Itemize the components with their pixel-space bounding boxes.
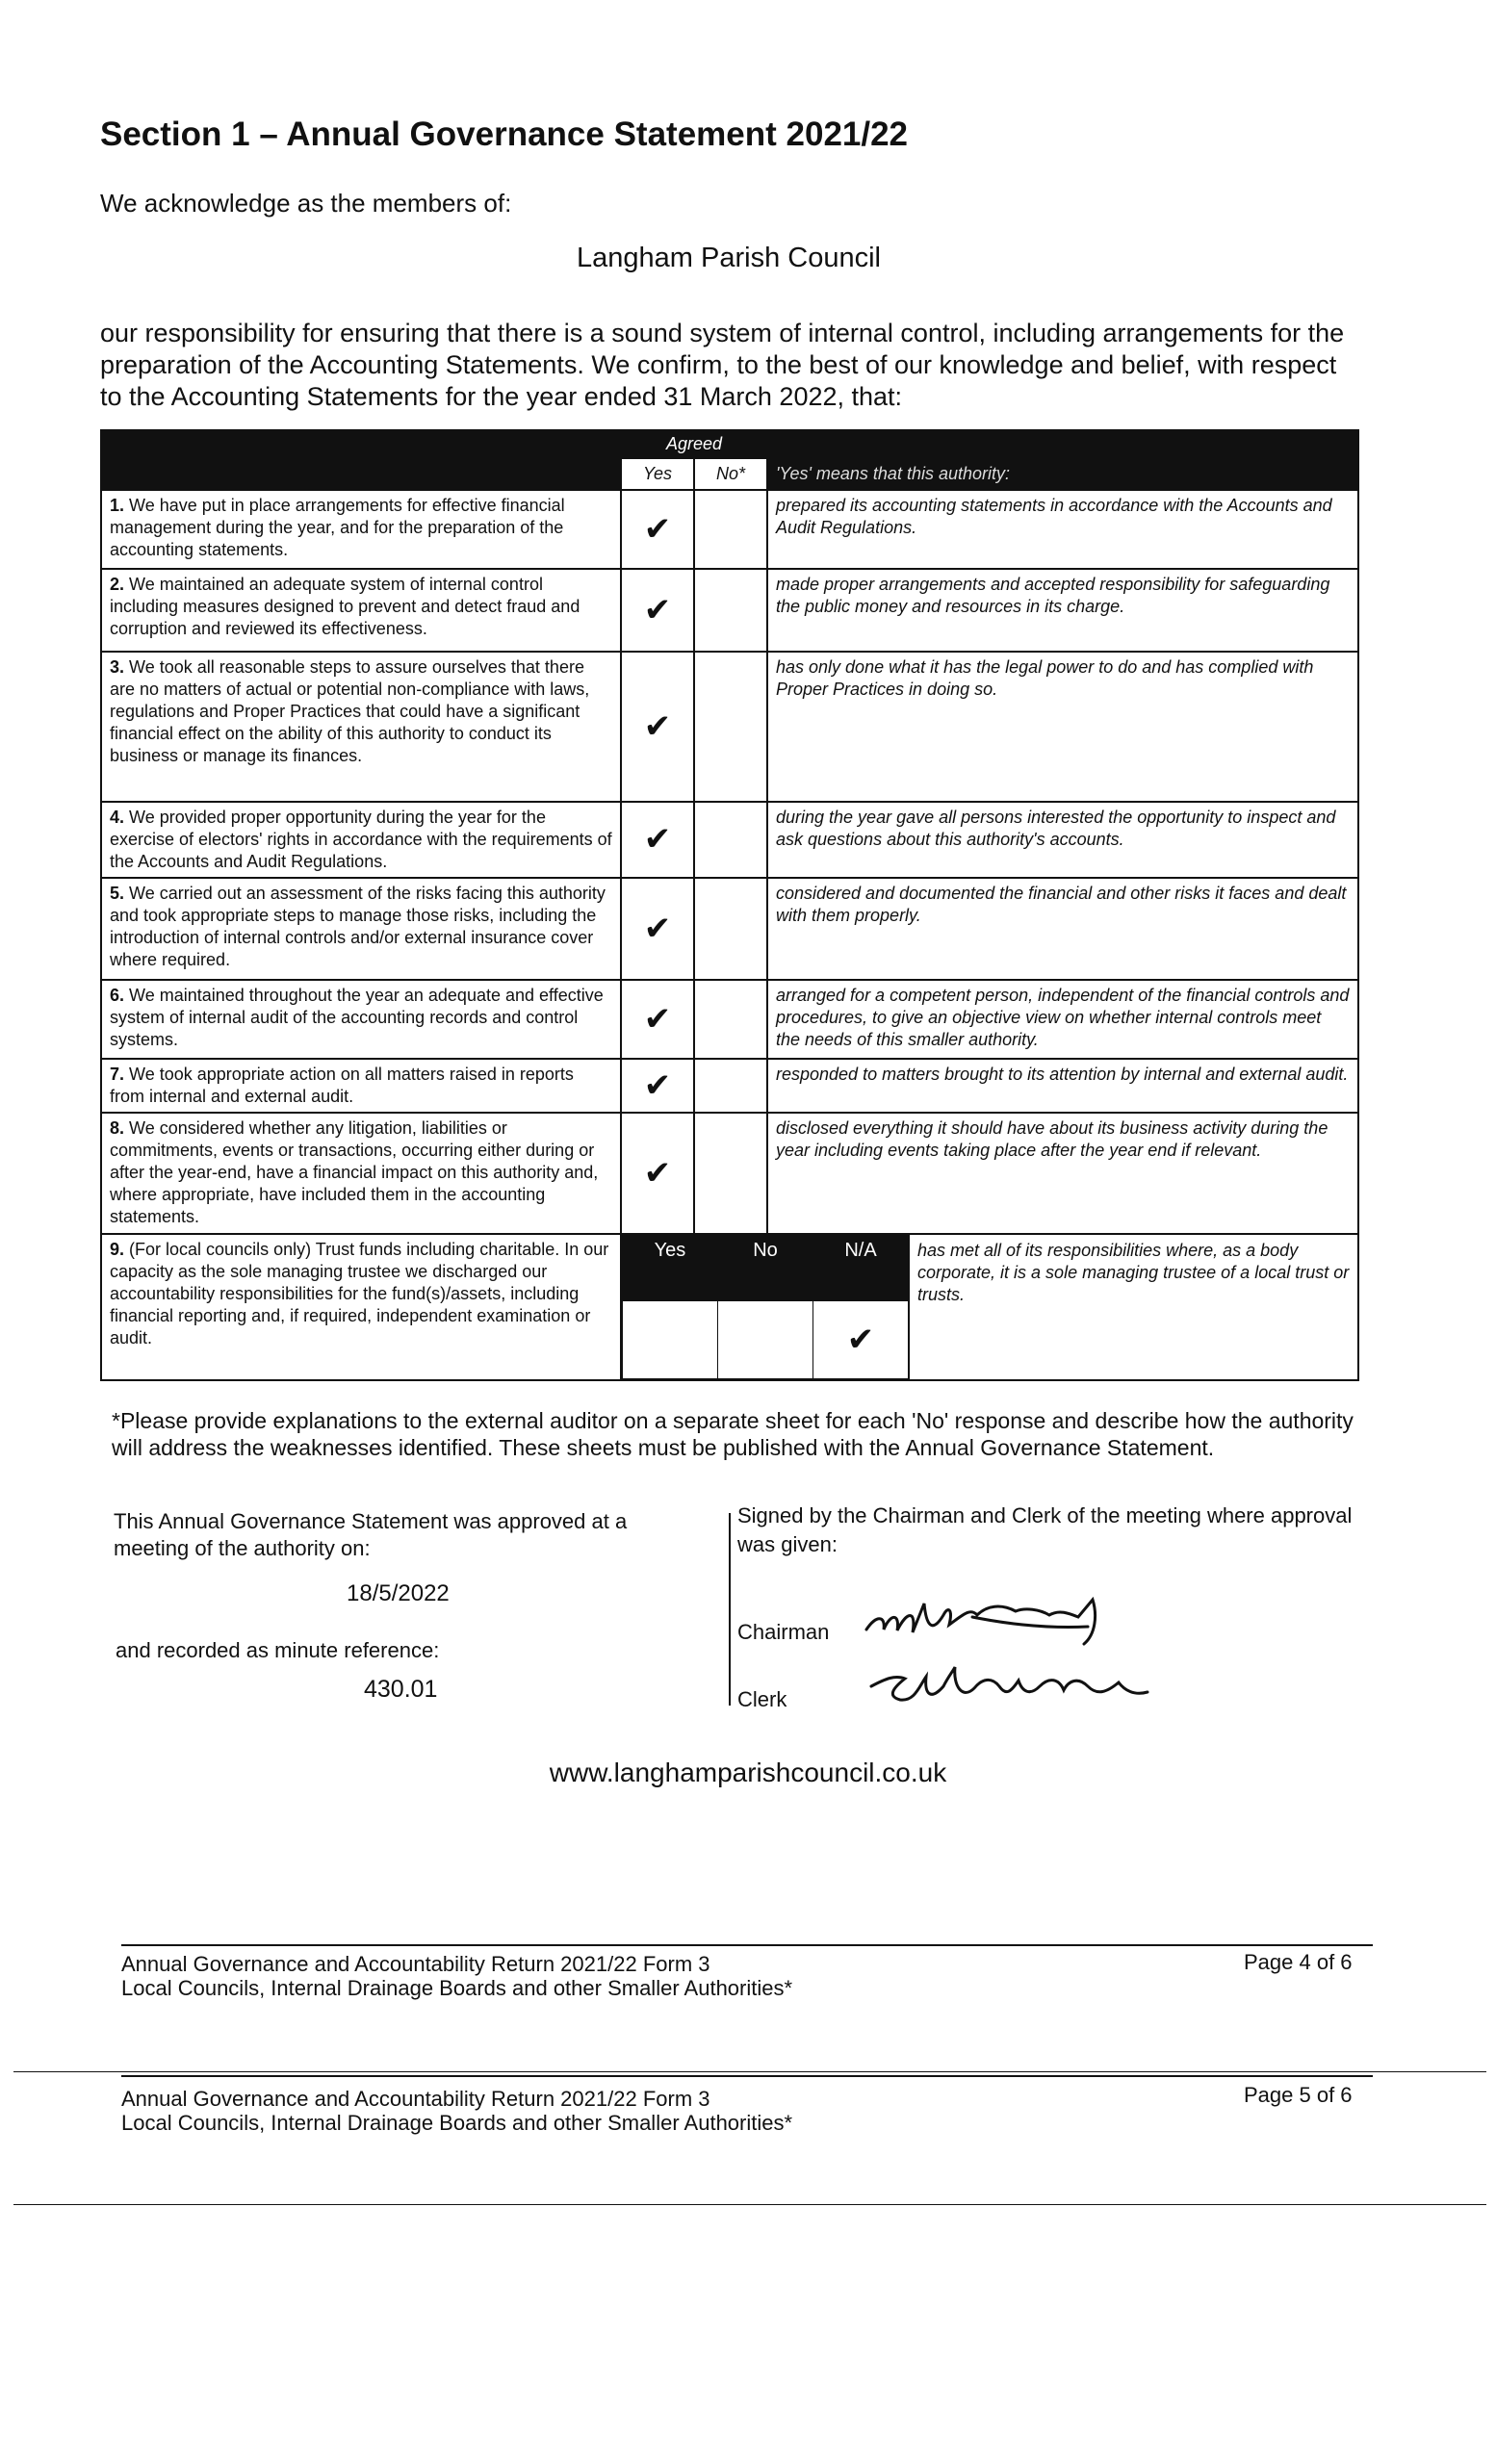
yes-tick: ✔ [621, 980, 694, 1059]
statement-text: We took appropriate action on all matters raised in reports from internal and external audit. [110, 1065, 574, 1106]
row-number: 9. [110, 1240, 125, 1259]
statement-text: We took all reasonable steps to assure ourselves that there are no matters of actual or potential non-compliance with laws, regulations and Proper Practices that could have a significant financial effect on the ability of this authority to conduct its business or manage its finances. [110, 657, 590, 765]
approval-text: This Annual Governance Statement was approved at a meeting of the authority on: [114, 1509, 628, 1560]
table-row [101, 569, 1358, 652]
statement-cell [101, 1113, 621, 1234]
means-header: 'Yes' means that this authority: [767, 458, 1358, 490]
signed-text: Signed by the Chairman and Clerk of the meeting where approval was given: [737, 1503, 1353, 1556]
footer-line-1: Annual Governance and Accountability Return 2021/22 Form 3 [121, 2087, 710, 2111]
table-row [101, 802, 1358, 878]
trust-fund-answer-block [621, 1234, 1358, 1380]
statement-cell [101, 490, 621, 569]
footnote: *Please provide explanations to the external auditor on a separate sheet for each 'No' response and describe how the authority will address the weaknesses identified. These sheets must be published with the Annual Governance Statement. [112, 1408, 1354, 1460]
chairman-signature [857, 1586, 1136, 1654]
no-tick [694, 980, 767, 1059]
means-text: during the year gave all persons interested the opportunity to inspect and ask questions about this authority's accounts. [767, 802, 1358, 878]
footer-line-2: Local Councils, Internal Drainage Boards and other Smaller Authorities* [121, 1976, 793, 2000]
minute-label: and recorded as minute reference: [116, 1638, 440, 1662]
yes-tick: ✔ [621, 652, 694, 802]
row-number: 2. [110, 575, 125, 594]
statement-cell [101, 802, 621, 878]
footer-line-2: Local Councils, Internal Drainage Boards and other Smaller Authorities* [121, 2111, 793, 2135]
footer-line-1: Annual Governance and Accountability Return 2021/22 Form 3 [121, 1952, 710, 1976]
table-row [101, 490, 1358, 569]
statement-text: We provided proper opportunity during the year for the exercise of electors' rights in accordance with the requirements of the Accounts and Audit Regulations. [110, 808, 612, 871]
row-number: 4. [110, 808, 125, 827]
bottom-rule [13, 2204, 1486, 2205]
responsibility-text: our responsibility for ensuring that there is a sound system of internal control, including arrangements for the preparation of the Accounting Statements. We confirm, to the best of our knowledge and belief, with respect to the Accounting Statements for the year ended 31 March 2022, that: [100, 319, 1345, 411]
no-tick [694, 878, 767, 980]
row-number: 3. [110, 657, 125, 677]
footer-rule [121, 1944, 1373, 1946]
statement-text: We considered whether any litigation, liabilities or commitments, events or transactions, occurring either during or after the year-end, have a financial impact on this authority and, where appropriate, have included them in the accounting statements. [110, 1118, 599, 1226]
yes-tick: ✔ [621, 490, 694, 569]
row-number: 6. [110, 986, 125, 1005]
table-row [101, 1059, 1358, 1113]
clerk-label: Clerk [737, 1687, 787, 1711]
governance-table [100, 429, 1359, 1381]
table-row [101, 980, 1358, 1059]
statement-cell [101, 569, 621, 652]
yes-header: Yes [621, 458, 694, 490]
no-tick [694, 1113, 767, 1234]
no-header: No* [694, 458, 767, 490]
table-row [101, 652, 1358, 802]
no-tick [694, 569, 767, 652]
no-tick [694, 490, 767, 569]
header-blank-cell [101, 430, 621, 490]
row-number: 8. [110, 1118, 125, 1138]
clerk-signature [866, 1657, 1155, 1715]
statement-cell [101, 652, 621, 802]
footer-block [121, 2087, 792, 2135]
statement-text: We have put in place arrangements for effective financial management during the year, and for the preparation of the accounting statements. [110, 496, 565, 559]
yes-tick: ✔ [621, 1113, 694, 1234]
row-number: 5. [110, 884, 125, 903]
statement-text: We maintained an adequate system of internal control including measures designed to prevent and detect fraud and corruption and reviewed its effectiveness. [110, 575, 580, 638]
yes-tick: ✔ [621, 569, 694, 652]
means-text: responded to matters brought to its attention by internal and external audit. [767, 1059, 1358, 1113]
minute-reference: 430.01 [364, 1676, 438, 1703]
means-text: has only done what it has the legal power to do and has complied with Proper Practices in doing so. [767, 652, 1358, 802]
agreed-header: Agreed [621, 430, 767, 458]
yes-tick: ✔ [621, 802, 694, 878]
trust-na-header: N/A [813, 1236, 910, 1301]
table-row [101, 878, 1358, 980]
chairman-label: Chairman [737, 1620, 830, 1644]
page-break-rule [13, 2071, 1486, 2072]
section-title: Section 1 – Annual Governance Statement 2021/22 [100, 116, 909, 153]
header-blank-right [767, 430, 1358, 458]
council-name: Langham Parish Council [577, 243, 881, 273]
yes-tick: ✔ [621, 1059, 694, 1113]
yes-tick: ✔ [621, 878, 694, 980]
statement-cell [101, 1234, 621, 1380]
means-text: disclosed everything it should have about its business activity during the year including events taking place after the year end if relevant. [767, 1113, 1358, 1234]
table-header-row-top [101, 430, 1358, 458]
no-tick [694, 1059, 767, 1113]
trust-no-header: No [718, 1236, 813, 1301]
means-text: prepared its accounting statements in accordance with the Accounts and Audit Regulations. [767, 490, 1358, 569]
statement-text: We carried out an assessment of the risks facing this authority and took appropriate steps to manage those risks, including the introduction of internal controls and/or external insurance cover where required. [110, 884, 606, 969]
statement-text: We maintained throughout the year an adequate and effective system of internal audit of the accounting records and control systems. [110, 986, 604, 1049]
trust-no-tick [718, 1301, 813, 1379]
approval-date: 18/5/2022 [347, 1580, 450, 1606]
page-number: Page 5 of 6 [1244, 2083, 1353, 2107]
means-text: arranged for a competent person, independent of the financial controls and procedures, to give an objective view on whether internal controls meet the needs of this smaller authority. [767, 980, 1358, 1059]
footer-block [121, 1952, 792, 2000]
intro-text: We acknowledge as the members of: [100, 189, 512, 218]
statement-cell [101, 980, 621, 1059]
means-text: made proper arrangements and accepted responsibility for safeguarding the public money and resources in its charge. [767, 569, 1358, 652]
no-tick [694, 802, 767, 878]
row-number: 1. [110, 496, 125, 515]
trust-fund-row [101, 1234, 1358, 1380]
trust-means-text: has met all of its responsibilities where, as a body corporate, it is a sole managing trustee of a local trust or trusts. [909, 1236, 1357, 1379]
trust-fund-subtable [622, 1235, 1357, 1379]
page-number: Page 4 of 6 [1244, 1950, 1353, 1974]
statement-cell [101, 878, 621, 980]
trust-na-tick: ✔ [813, 1301, 910, 1379]
means-text: considered and documented the financial and other risks it faces and dealt with them properly. [767, 878, 1358, 980]
trust-yes-tick [623, 1301, 718, 1379]
table-row [101, 1113, 1358, 1234]
statement-cell [101, 1059, 621, 1113]
website-url: www.langhamparishcouncil.co.uk [549, 1758, 947, 1787]
footer-rule [121, 2075, 1373, 2077]
row-number: 7. [110, 1065, 125, 1084]
no-tick [694, 652, 767, 802]
signature-divider [729, 1513, 731, 1706]
statement-text: (For local councils only) Trust funds including charitable. In our capacity as the sole managing trustee we discharged our accountability responsibilities for the fund(s)/assets, including financial reporting and, if required, independent examination or audit. [110, 1240, 609, 1348]
trust-yes-header: Yes [623, 1236, 718, 1301]
